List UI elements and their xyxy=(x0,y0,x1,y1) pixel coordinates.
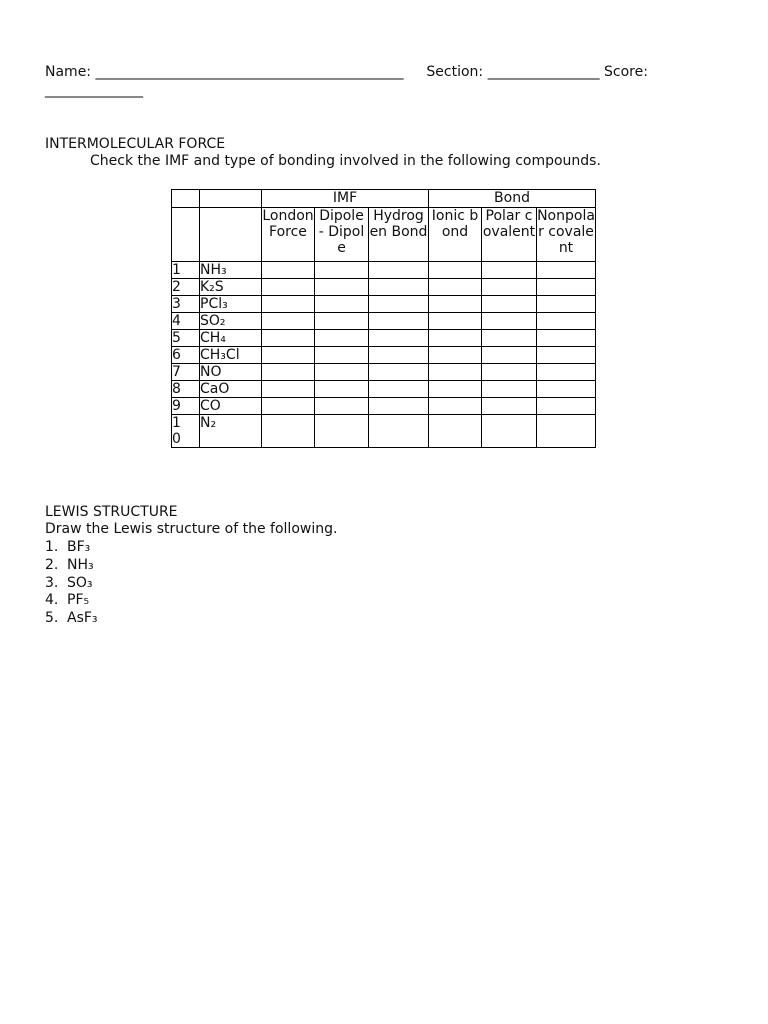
compound-cell: CH₃Cl xyxy=(200,347,262,364)
check-cell[interactable] xyxy=(482,330,537,347)
check-cell[interactable] xyxy=(369,398,429,415)
check-cell[interactable] xyxy=(482,415,537,448)
check-cell[interactable] xyxy=(429,381,482,398)
table-row xyxy=(172,398,596,415)
lewis-item xyxy=(45,592,98,610)
row-number: 4 xyxy=(172,313,200,330)
compound-cell: PCl₃ xyxy=(200,296,262,313)
header-cell xyxy=(172,208,200,262)
lewis-instruction: Draw the Lewis structure of the following. xyxy=(45,521,338,537)
check-cell[interactable] xyxy=(537,381,596,398)
name-blank[interactable]: ____________________________________________ xyxy=(95,64,404,80)
check-cell[interactable] xyxy=(369,313,429,330)
col-ionic-bond: Ionic bond xyxy=(429,208,482,262)
check-cell[interactable] xyxy=(537,330,596,347)
check-cell[interactable] xyxy=(429,262,482,279)
lewis-item xyxy=(45,610,98,628)
check-cell[interactable] xyxy=(429,347,482,364)
check-cell[interactable] xyxy=(482,279,537,296)
name-label: Name: xyxy=(45,64,92,80)
check-cell[interactable] xyxy=(369,262,429,279)
imf-table xyxy=(171,189,596,448)
row-number: 7 xyxy=(172,364,200,381)
row-number: 9 xyxy=(172,398,200,415)
check-cell[interactable] xyxy=(262,398,315,415)
bond-group-header: Bond xyxy=(429,190,596,208)
table-row xyxy=(172,364,596,381)
check-cell[interactable] xyxy=(537,313,596,330)
header-cell xyxy=(200,190,262,208)
check-cell[interactable] xyxy=(482,347,537,364)
row-number: 10 xyxy=(172,415,200,448)
compound-cell: NO xyxy=(200,364,262,381)
col-dipole-dipole: Dipole - Dipole xyxy=(315,208,369,262)
lewis-item-formula: PF₅ xyxy=(67,592,90,609)
check-cell[interactable] xyxy=(315,313,369,330)
group-header-row xyxy=(172,190,596,208)
check-cell[interactable] xyxy=(482,364,537,381)
check-cell[interactable] xyxy=(429,330,482,347)
check-cell[interactable] xyxy=(262,415,315,448)
table-row xyxy=(172,330,596,347)
check-cell[interactable] xyxy=(537,296,596,313)
header-row xyxy=(45,64,648,80)
check-cell[interactable] xyxy=(482,398,537,415)
check-cell[interactable] xyxy=(262,330,315,347)
lewis-item xyxy=(45,575,98,593)
check-cell[interactable] xyxy=(315,330,369,347)
check-cell[interactable] xyxy=(262,381,315,398)
table-row xyxy=(172,347,596,364)
check-cell[interactable] xyxy=(262,262,315,279)
score-label: Score: xyxy=(604,64,648,80)
check-cell[interactable] xyxy=(262,364,315,381)
lewis-item-formula: NH₃ xyxy=(67,556,94,573)
col-polar-covalent: Polar covalent xyxy=(482,208,537,262)
col-nonpolar-covalent: Nonpolar covalent xyxy=(537,208,596,262)
compound-cell: SO₂ xyxy=(200,313,262,330)
lewis-list xyxy=(45,539,98,628)
table-row xyxy=(172,381,596,398)
check-cell[interactable] xyxy=(262,347,315,364)
header-cell xyxy=(200,208,262,262)
check-cell[interactable] xyxy=(429,415,482,448)
check-cell[interactable] xyxy=(482,296,537,313)
check-cell[interactable] xyxy=(369,330,429,347)
check-cell[interactable] xyxy=(429,296,482,313)
check-cell[interactable] xyxy=(429,313,482,330)
row-number: 3 xyxy=(172,296,200,313)
lewis-item-formula: AsF₃ xyxy=(67,610,98,627)
check-cell[interactable] xyxy=(429,398,482,415)
lewis-item xyxy=(45,539,98,557)
check-cell[interactable] xyxy=(315,398,369,415)
check-cell[interactable] xyxy=(315,415,369,448)
check-cell[interactable] xyxy=(315,296,369,313)
compound-cell: K₂S xyxy=(200,279,262,296)
check-cell[interactable] xyxy=(537,415,596,448)
check-cell[interactable] xyxy=(482,262,537,279)
lewis-item xyxy=(45,557,98,575)
compound-cell: CH₄ xyxy=(200,330,262,347)
check-cell[interactable] xyxy=(429,279,482,296)
col-hydrogen-bond: Hydrogen Bond xyxy=(369,208,429,262)
check-cell[interactable] xyxy=(369,347,429,364)
check-cell[interactable] xyxy=(482,313,537,330)
check-cell[interactable] xyxy=(315,347,369,364)
imf-heading: INTERMOLECULAR FORCE xyxy=(45,136,226,152)
lewis-item-number: 3. xyxy=(45,574,59,591)
check-cell[interactable] xyxy=(537,398,596,415)
check-cell[interactable] xyxy=(429,364,482,381)
header-cell xyxy=(172,190,200,208)
row-number: 8 xyxy=(172,381,200,398)
check-cell[interactable] xyxy=(369,381,429,398)
section-label: Section: xyxy=(426,64,484,80)
check-cell[interactable] xyxy=(369,296,429,313)
table-row xyxy=(172,296,596,313)
score-blank[interactable]: ______________ xyxy=(45,82,143,98)
imf-instruction: Check the IMF and type of bonding involved in the following compounds. xyxy=(90,153,601,169)
sub-header-row xyxy=(172,208,596,262)
check-cell[interactable] xyxy=(315,364,369,381)
imf-group-header: IMF xyxy=(262,190,429,208)
check-cell[interactable] xyxy=(482,381,537,398)
check-cell[interactable] xyxy=(369,415,429,448)
row-number: 2 xyxy=(172,279,200,296)
check-cell[interactable] xyxy=(537,347,596,364)
col-london-force: London Force xyxy=(262,208,315,262)
lewis-item-number: 1. xyxy=(45,539,59,555)
check-cell[interactable] xyxy=(262,313,315,330)
compound-cell: N₂ xyxy=(200,415,262,448)
check-cell[interactable] xyxy=(537,364,596,381)
check-cell[interactable] xyxy=(315,279,369,296)
check-cell[interactable] xyxy=(537,262,596,279)
check-cell[interactable] xyxy=(369,364,429,381)
table-row xyxy=(172,313,596,330)
compound-cell: NH₃ xyxy=(200,262,262,279)
check-cell[interactable] xyxy=(369,279,429,296)
lewis-item-number: 4. xyxy=(45,592,59,609)
check-cell[interactable] xyxy=(262,279,315,296)
lewis-item-number: 2. xyxy=(45,556,59,573)
table-row xyxy=(172,262,596,279)
lewis-item-formula: SO₃ xyxy=(67,574,93,591)
compound-cell: CaO xyxy=(200,381,262,398)
row-number: 1 xyxy=(172,262,200,279)
table-row xyxy=(172,279,596,296)
check-cell[interactable] xyxy=(315,381,369,398)
table-row xyxy=(172,415,596,448)
check-cell[interactable] xyxy=(315,262,369,279)
check-cell[interactable] xyxy=(537,279,596,296)
lewis-heading: LEWIS STRUCTURE xyxy=(45,504,178,520)
section-blank[interactable]: ________________ xyxy=(487,64,600,80)
row-number: 5 xyxy=(172,330,200,347)
row-number: 6 xyxy=(172,347,200,364)
compound-cell: CO xyxy=(200,398,262,415)
lewis-item-number: 5. xyxy=(45,610,59,627)
lewis-item-formula: BF₃ xyxy=(67,539,91,555)
check-cell[interactable] xyxy=(262,296,315,313)
